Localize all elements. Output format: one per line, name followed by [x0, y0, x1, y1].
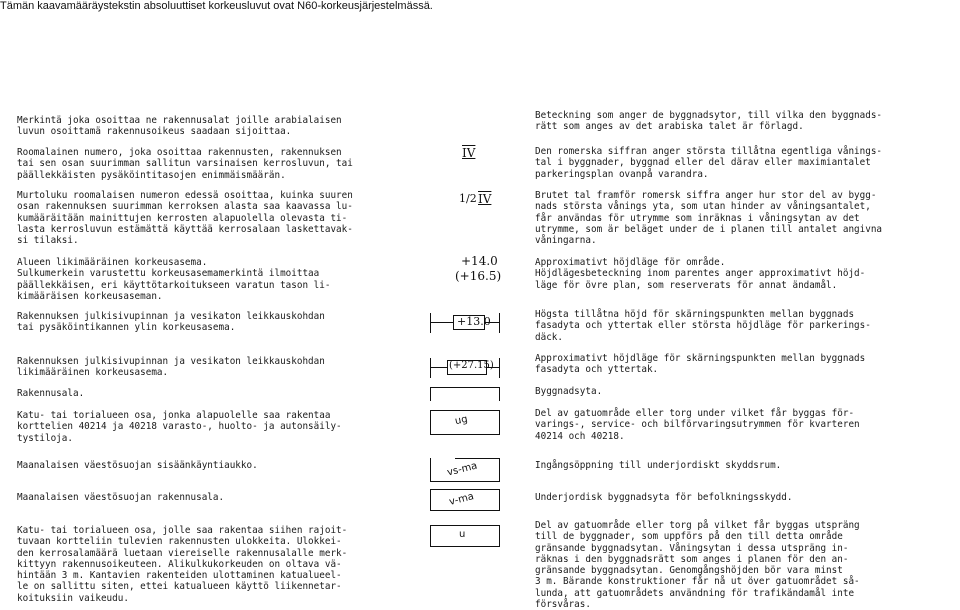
- symbol-elevation: [425, 254, 505, 286]
- symbol-facade-roof-approx: [425, 353, 505, 383]
- symbol-shelter-entrance: [425, 453, 505, 485]
- regulation-sv-shelter-entrance: Ingångsöppning till underjordiskt skyddsrum.: [535, 460, 782, 471]
- ug-symbol: ug: [453, 413, 469, 428]
- area-side-line: [499, 458, 500, 482]
- building-area-tick: [499, 387, 500, 401]
- regulation-fi-street-overhang: Katu- tai torialueen osa, jolle saa rakentaa siihen rajoit- tuvaan kortteliin tulevien rakennusten ulokkeita. Ulokkei- den kerrosalamäärä luetaan viereiselle rakennusalalle merk- kittyyn rakennusoikeuteen. Alikulkukorkeuden on oltava vä- hintään 3 m. Kantavien rakenteiden ulottaminen katualueel- le on sallittu siten, ettei katualueen käyttö liikennetar- koituksiin vaikeudu.: [17, 525, 348, 604]
- page-header: Tämän kaavamääräystekstin absoluuttiset korkeusluvut ovat N60-korkeusjärjestelmässä.: [0, 0, 433, 12]
- roman-numeral-symbol: IV: [462, 146, 476, 160]
- area-side-line: [499, 410, 500, 435]
- building-area-line: [430, 387, 500, 388]
- symbol-underground-storage: [425, 404, 505, 440]
- regulation-fi-building-area: Rakennusala.: [17, 388, 85, 399]
- symbol-street-overhang: [425, 520, 505, 550]
- regulation-fi-shelter-area: Maanalaisen väestösuojan rakennusala.: [17, 492, 225, 503]
- building-area-tick: [430, 387, 431, 401]
- area-side-line: [430, 410, 431, 435]
- fraction-symbol: 1/2: [459, 192, 477, 205]
- v-ma-symbol: v-ma: [448, 491, 476, 508]
- area-bottom-line: [430, 434, 500, 435]
- regulation-sv-shelter-area: Underjordisk byggnadsyta för befolkningsskydd.: [535, 492, 793, 503]
- area-bottom-line: [430, 481, 500, 482]
- regulation-fi-facade-roof-max: Rakennuksen julkisivupinnan ja vesikaton leikkauskohdan tai pysäköintikannen ylin korkeusasema.: [17, 311, 325, 334]
- area-top-line: [455, 458, 500, 459]
- regulation-fi-shelter-entrance: Maanalaisen väestösuojan sisäänkäyntiaukko.: [17, 460, 258, 471]
- regulation-fi-underground-storage: Katu- tai torialueen osa, jonka alapuolelle saa rakentaa korttelien 40214 ja 40218 varasto-, huolto- ja autonsäily- tystiloja.: [17, 410, 342, 444]
- symbol-storey-count: [425, 146, 505, 162]
- area-top-line: [430, 525, 500, 526]
- symbol-shelter-area: [425, 484, 505, 516]
- area-bottom-line: [430, 546, 500, 547]
- vs-ma-symbol: vs-ma: [446, 460, 479, 479]
- boundary-tick: [499, 313, 500, 333]
- regulation-sv-underground-storage: Del av gatuområde eller torg under vilket får byggas för- varings-, service- och bilförvaringsutrymmen för kvarteren 40214 och 40218.: [535, 408, 860, 442]
- regulation-fi-storey-count: Roomalainen numero, joka osoittaa rakennusten, rakennuksen tai sen osan suurimman sallitun varsinaisen kerrosluvun, tai päällekkäisten pysäköintitasojen enimmäismäärän.: [17, 147, 353, 181]
- area-side-line: [499, 489, 500, 511]
- regulation-sv-building-area: Byggnadsyta.: [535, 386, 603, 397]
- regulation-sv-facade-roof-max: Högsta tillåtna höjd för skärningspunkten mellan byggnads fasadyta och yttertak eller största höjdläge för parkerings- däck.: [535, 309, 871, 343]
- elevation-parenthesis-symbol: (+16.5): [455, 269, 502, 283]
- regulation-fi-fraction-storey: Murtoluku roomalaisen numeron edessä osoittaa, kuinka suuren osan rakennuksen suurimman kerroksen alasta saa kaavassa lu- kumääräitään mainittujen kerrosten alapuolella olevasta ti- lasta kerrosluvun estämättä käyttää kerrosalaan laskettavak- si tilaksi.: [17, 190, 353, 247]
- symbol-facade-roof-max: [425, 308, 505, 338]
- symbol-building-area: [425, 384, 505, 404]
- area-side-line: [499, 525, 500, 547]
- elevation-boxed-symbol: +13.0: [457, 315, 491, 328]
- boundary-tick: [430, 313, 431, 333]
- regulation-sv-facade-roof-approx: Approximativt höjdläge för skärningspunkten mellan byggnads fasadyta och yttertak.: [535, 353, 866, 376]
- regulation-fi-elevation: Alueen likimääräinen korkeusasema. Sulkumerkein varustettu korkeusasemamerkintä ilmoittaa päällekkäisen, eri käyttötarkoitukseen varatun tason li- kimääräisen korkeusaseman.: [17, 257, 331, 302]
- regulation-sv-fraction-storey: Brutet tal framför romersk siffra anger hur stor del av bygg- nads största vånings yta, som utan hinder av våningsantalet, får användas för utrymme som inräknas i våningsytan av det utrymme, som är beläget under de i planen till antalet angivna våningarna.: [535, 190, 883, 247]
- regulation-sv-building-area-number: Beteckning som anger de byggnadsytor, till vilka den byggnads- rätt som anges av det arabiska talet är förlagd.: [535, 110, 883, 133]
- regulation-sv-elevation: Approximativt höjdläge för område. Höjdlägesbeteckning inom parentes anger approximativt höjd- läge för övre plan, som reserverats för annat ändamål.: [535, 257, 866, 291]
- area-side-line: [430, 525, 431, 547]
- boundary-tick: [430, 358, 431, 378]
- area-bottom-line: [430, 510, 500, 511]
- regulation-sv-street-overhang: Del av gatuområde eller torg på vilket får byggas utspräng till de byggnader, som uppförs på den till detta område gränsande byggnadsytan. Våningsytan i dessa utspräng in- räknas i den byggnadsrätt som anges i planen för den an- gränsande byggnadsytan. Genomgångshöjden bör vara minst 3 m. Bärande konstruktioner får nå ut över gatuområdet så- lunda, att gatuområdets användning för trafikändamål inte försvåras.: [535, 520, 860, 610]
- regulation-sv-storey-count: Den romerska siffran anger största tillåtna egentliga vånings- tal i byggnader, byggnad eller del därav eller maximiantalet parkeringsplan ovanpå varandra.: [535, 146, 883, 180]
- elevation-symbol: +14.0: [461, 254, 498, 268]
- area-side-line: [430, 458, 431, 482]
- regulation-fi-facade-roof-approx: Rakennuksen julkisivupinnan ja vesikaton leikkauskohdan likimääräinen korkeusasema.: [17, 356, 325, 379]
- roman-numeral-symbol: IV: [478, 192, 492, 206]
- area-top-line: [430, 410, 500, 411]
- symbol-fraction-storey: [425, 190, 505, 208]
- area-top-line: [430, 489, 500, 490]
- elevation-boxed-symbol: (+27.15): [449, 360, 494, 371]
- boundary-tick: [499, 358, 500, 378]
- regulation-fi-building-area-number: Merkintä joka osoittaa ne rakennusalat joille arabialaisen luvun osoittamä rakennusoikeus saadaan sijoittaa.: [17, 115, 342, 138]
- u-symbol: u: [459, 529, 466, 540]
- area-side-line: [430, 489, 431, 511]
